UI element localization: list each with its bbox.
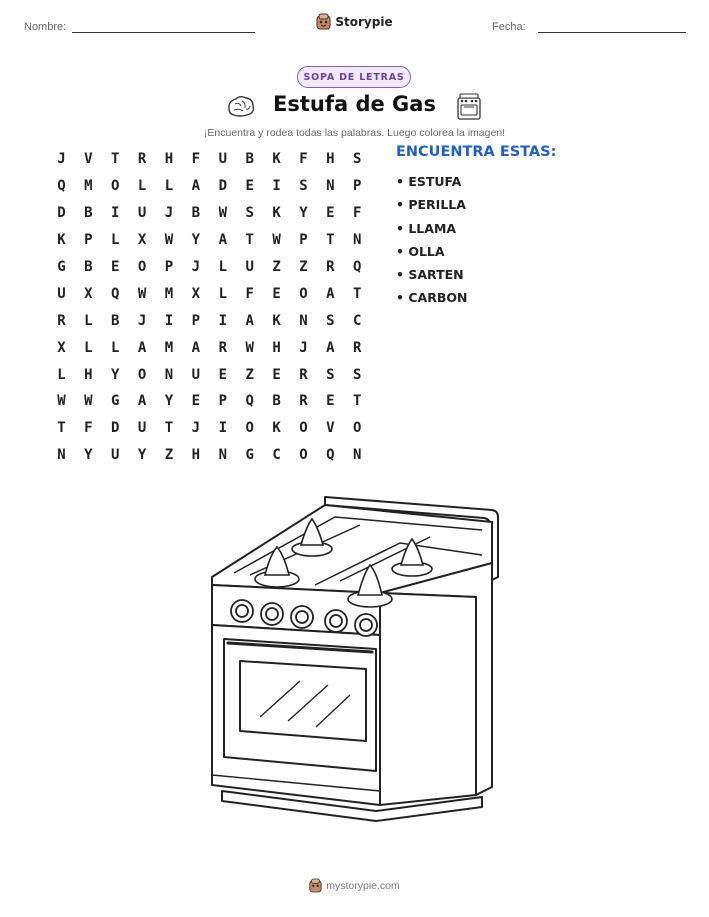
activity-badge: SOPA DE LETRAS (297, 66, 411, 88)
grid-letter[interactable]: T (111, 151, 120, 168)
grid-letter[interactable]: A (137, 339, 147, 356)
grid-letter[interactable]: A (191, 339, 201, 356)
grid-letter[interactable]: R (299, 366, 308, 383)
grid-letter[interactable]: H (272, 339, 281, 356)
grid-letter[interactable]: Q (111, 285, 120, 302)
grid-letter[interactable]: B (245, 151, 254, 168)
grid-letter[interactable]: W (218, 205, 227, 222)
word-search-grid (48, 146, 371, 469)
grid-letter[interactable]: X (137, 232, 147, 249)
grid-letter[interactable]: B (111, 312, 120, 329)
grid-letter[interactable]: Z (299, 259, 308, 275)
grid-letter[interactable]: N (164, 366, 174, 383)
grid-letter[interactable]: M (164, 339, 174, 356)
grid-letter[interactable]: U (57, 285, 66, 302)
grid-letter[interactable]: L (111, 339, 120, 356)
grid-letter[interactable]: P (191, 312, 201, 329)
grid-letter[interactable]: D (57, 205, 66, 222)
grid-letter[interactable]: S (353, 151, 362, 168)
grid-letter[interactable]: V (326, 420, 335, 437)
stove-icon (456, 91, 482, 121)
grid-letter[interactable]: B (84, 259, 93, 275)
grid-letter[interactable]: M (164, 285, 174, 302)
grid-letter[interactable]: U (137, 205, 147, 222)
grid-letter[interactable]: G (245, 447, 254, 464)
grid-letter[interactable]: T (245, 232, 254, 249)
storypie-logo-icon (309, 878, 322, 893)
grid-letter[interactable]: L (84, 339, 93, 356)
brand-name: Storypie (335, 14, 393, 29)
grid-letter[interactable]: H (191, 447, 201, 464)
grid-letter[interactable]: U (111, 447, 120, 464)
grid-letter[interactable]: K (272, 420, 281, 437)
grid-letter[interactable]: K (272, 205, 281, 222)
word-list-item: • CARBON (396, 290, 468, 306)
grid-letter[interactable]: G (111, 393, 120, 410)
name-label: Nombre: (24, 21, 67, 33)
grid-letter[interactable]: Y (299, 205, 308, 222)
page-title: Estufa de Gas (273, 92, 436, 116)
grid-letter[interactable]: T (326, 232, 335, 249)
grid-letter[interactable]: N (353, 232, 362, 249)
instructions: ¡Encuentra y rodea todas las palabras. Luego colorea la imagen! (203, 127, 506, 139)
grid-letter[interactable]: A (137, 393, 147, 410)
grid-letter[interactable]: L (218, 285, 227, 302)
word-list-item: • ESTUFA (396, 174, 462, 189)
grid-letter[interactable]: L (164, 178, 174, 195)
grid-letter[interactable]: U (137, 420, 147, 437)
grid-letter[interactable]: P (84, 232, 93, 249)
footer-url[interactable]: mystorypie.com (326, 879, 400, 892)
grid-letter[interactable]: H (84, 366, 93, 383)
grid-letter[interactable]: A (326, 339, 335, 356)
grid-letter[interactable]: R (218, 339, 227, 356)
grid-letter[interactable]: J (137, 312, 147, 329)
grid-letter[interactable]: N (353, 447, 362, 464)
grid-letter[interactable]: P (299, 232, 308, 249)
grid-letter[interactable]: Z (272, 259, 281, 275)
grid-letter[interactable]: U (245, 259, 254, 275)
grid-letter[interactable]: F (353, 205, 362, 222)
grid-letter[interactable]: K (272, 151, 281, 168)
grid-letter[interactable]: T (353, 285, 362, 302)
grid-letter[interactable]: B (191, 205, 201, 222)
grid-letter[interactable]: N (218, 447, 227, 464)
grid-letter[interactable]: S (245, 205, 254, 222)
grid-letter[interactable]: L (137, 178, 147, 195)
grid-letter[interactable]: X (84, 285, 93, 302)
grid-letter[interactable]: Y (164, 393, 174, 410)
grid-letter[interactable]: N (299, 312, 308, 329)
grid-letter[interactable]: Q (57, 178, 66, 195)
grid-letter[interactable]: O (245, 420, 254, 437)
grid-letter[interactable]: F (299, 151, 308, 168)
grid-letter[interactable]: A (326, 285, 335, 302)
grid-letter[interactable]: N (57, 447, 66, 464)
grid-letter[interactable]: J (191, 259, 201, 275)
grid-letter[interactable]: W (272, 232, 281, 249)
grid-letter[interactable]: D (111, 420, 120, 437)
grid-letter[interactable]: Q (326, 447, 335, 464)
grid-letter[interactable]: L (218, 259, 227, 275)
grid-letter[interactable]: A (191, 178, 201, 195)
grid-letter[interactable]: S (299, 178, 308, 195)
grid-letter[interactable]: Y (111, 366, 120, 383)
grid-letter[interactable]: O (353, 420, 362, 437)
word-list-item: • SARTEN (396, 267, 464, 283)
grid-letter[interactable]: Q (353, 259, 362, 275)
grid-letter[interactable]: P (353, 178, 362, 195)
grid-letter[interactable]: S (326, 366, 335, 383)
grid-letter[interactable]: Z (245, 366, 254, 383)
date-line[interactable] (538, 32, 686, 33)
grid-letter[interactable]: E (218, 366, 227, 383)
grid-letter[interactable]: Y (137, 447, 147, 464)
grid-letter[interactable]: B (84, 205, 93, 222)
grid-letter[interactable]: L (111, 232, 120, 249)
grid-letter[interactable]: E (326, 393, 335, 410)
grid-letter[interactable]: W (164, 232, 174, 249)
grid-letter[interactable]: L (84, 312, 93, 329)
grid-letter[interactable]: H (326, 151, 335, 168)
gas-stove-illustration (200, 485, 510, 825)
grid-letter[interactable]: A (245, 312, 254, 329)
date-label: Fecha: (492, 21, 526, 33)
name-line[interactable] (72, 32, 255, 33)
grid-letter[interactable]: M (84, 178, 93, 195)
grid-letter[interactable]: I (272, 178, 281, 195)
grid-letter[interactable]: I (164, 312, 174, 329)
grid-letter[interactable]: O (299, 285, 308, 302)
grid-letter[interactable]: W (137, 285, 147, 302)
grid-letter[interactable]: N (326, 178, 335, 195)
grid-letter[interactable]: Y (191, 232, 201, 249)
grid-letter[interactable]: O (137, 366, 147, 383)
grid-letter[interactable]: E (272, 366, 281, 383)
grid-letter[interactable]: E (326, 205, 335, 222)
grid-letter[interactable]: P (218, 393, 227, 410)
grid-letter[interactable]: X (57, 339, 66, 356)
grid-letter[interactable]: O (111, 178, 120, 195)
grid-letter[interactable]: R (299, 393, 308, 410)
grid-letter[interactable]: A (218, 232, 227, 249)
grid-letter[interactable]: Z (164, 447, 174, 464)
grid-letter[interactable]: S (326, 312, 335, 329)
grid-letter[interactable]: L (57, 366, 66, 383)
grid-letter[interactable]: W (57, 393, 66, 410)
grid-letter[interactable]: H (164, 151, 174, 168)
grid-letter[interactable]: O (299, 447, 308, 464)
grid-letter[interactable]: W (84, 393, 93, 410)
grid-letter[interactable]: K (272, 312, 281, 329)
grid-letter[interactable]: D (218, 178, 227, 195)
grid-letter[interactable]: V (84, 151, 93, 168)
grid-letter[interactable]: F (191, 151, 201, 168)
grid-letter[interactable]: I (218, 312, 227, 329)
grid-letter[interactable]: E (272, 285, 281, 302)
grid-letter[interactable]: R (57, 312, 66, 329)
grid-letter[interactable]: E (245, 178, 254, 195)
grid-letter[interactable]: X (191, 285, 201, 302)
grid-letter[interactable]: K (57, 232, 66, 249)
grid-letter[interactable]: T (57, 420, 66, 437)
grid-letter[interactable]: F (84, 420, 93, 437)
grid-letter[interactable]: T (353, 393, 362, 410)
grid-letter[interactable]: O (299, 420, 308, 437)
footer (0, 878, 709, 893)
word-list-item: • PERILLA (396, 197, 466, 213)
word-list-item: • LLAMA (396, 220, 457, 236)
brand-logo (0, 13, 709, 30)
grid-letter[interactable]: J (164, 205, 174, 222)
grid-letter[interactable]: R (353, 339, 362, 356)
grid-letter[interactable]: P (164, 259, 174, 275)
grid-letter[interactable]: S (353, 366, 362, 383)
storypie-logo-icon (316, 13, 331, 30)
grid-letter[interactable]: R (137, 151, 147, 168)
grid-letter[interactable]: E (111, 259, 120, 275)
grid-letter[interactable]: Y (84, 447, 93, 464)
grid-letter[interactable]: E (191, 393, 201, 410)
grid-letter[interactable]: I (111, 205, 120, 222)
grid-letter[interactable]: J (57, 151, 66, 168)
grid-letter[interactable]: T (164, 420, 174, 437)
word-list-title: ENCUENTRA ESTAS: (396, 144, 557, 160)
grid-letter[interactable]: Q (245, 393, 254, 410)
grid-letter[interactable]: F (245, 285, 254, 302)
grid-letter[interactable]: C (353, 312, 362, 329)
grid-letter[interactable]: J (191, 420, 201, 437)
grid-letter[interactable]: G (57, 259, 66, 275)
grid-letter[interactable]: U (218, 151, 227, 168)
grid-letter[interactable]: B (272, 393, 281, 410)
grid-letter[interactable]: C (272, 447, 281, 464)
word-list-item: • OLLA (396, 243, 445, 259)
grid-letter[interactable]: U (191, 366, 201, 383)
grid-letter[interactable]: R (326, 259, 335, 275)
grid-letter[interactable]: O (137, 259, 147, 275)
grid-letter[interactable]: I (218, 420, 227, 437)
grid-letter[interactable]: J (299, 339, 308, 356)
grid-letter[interactable]: W (245, 339, 254, 356)
word-list (396, 170, 467, 310)
